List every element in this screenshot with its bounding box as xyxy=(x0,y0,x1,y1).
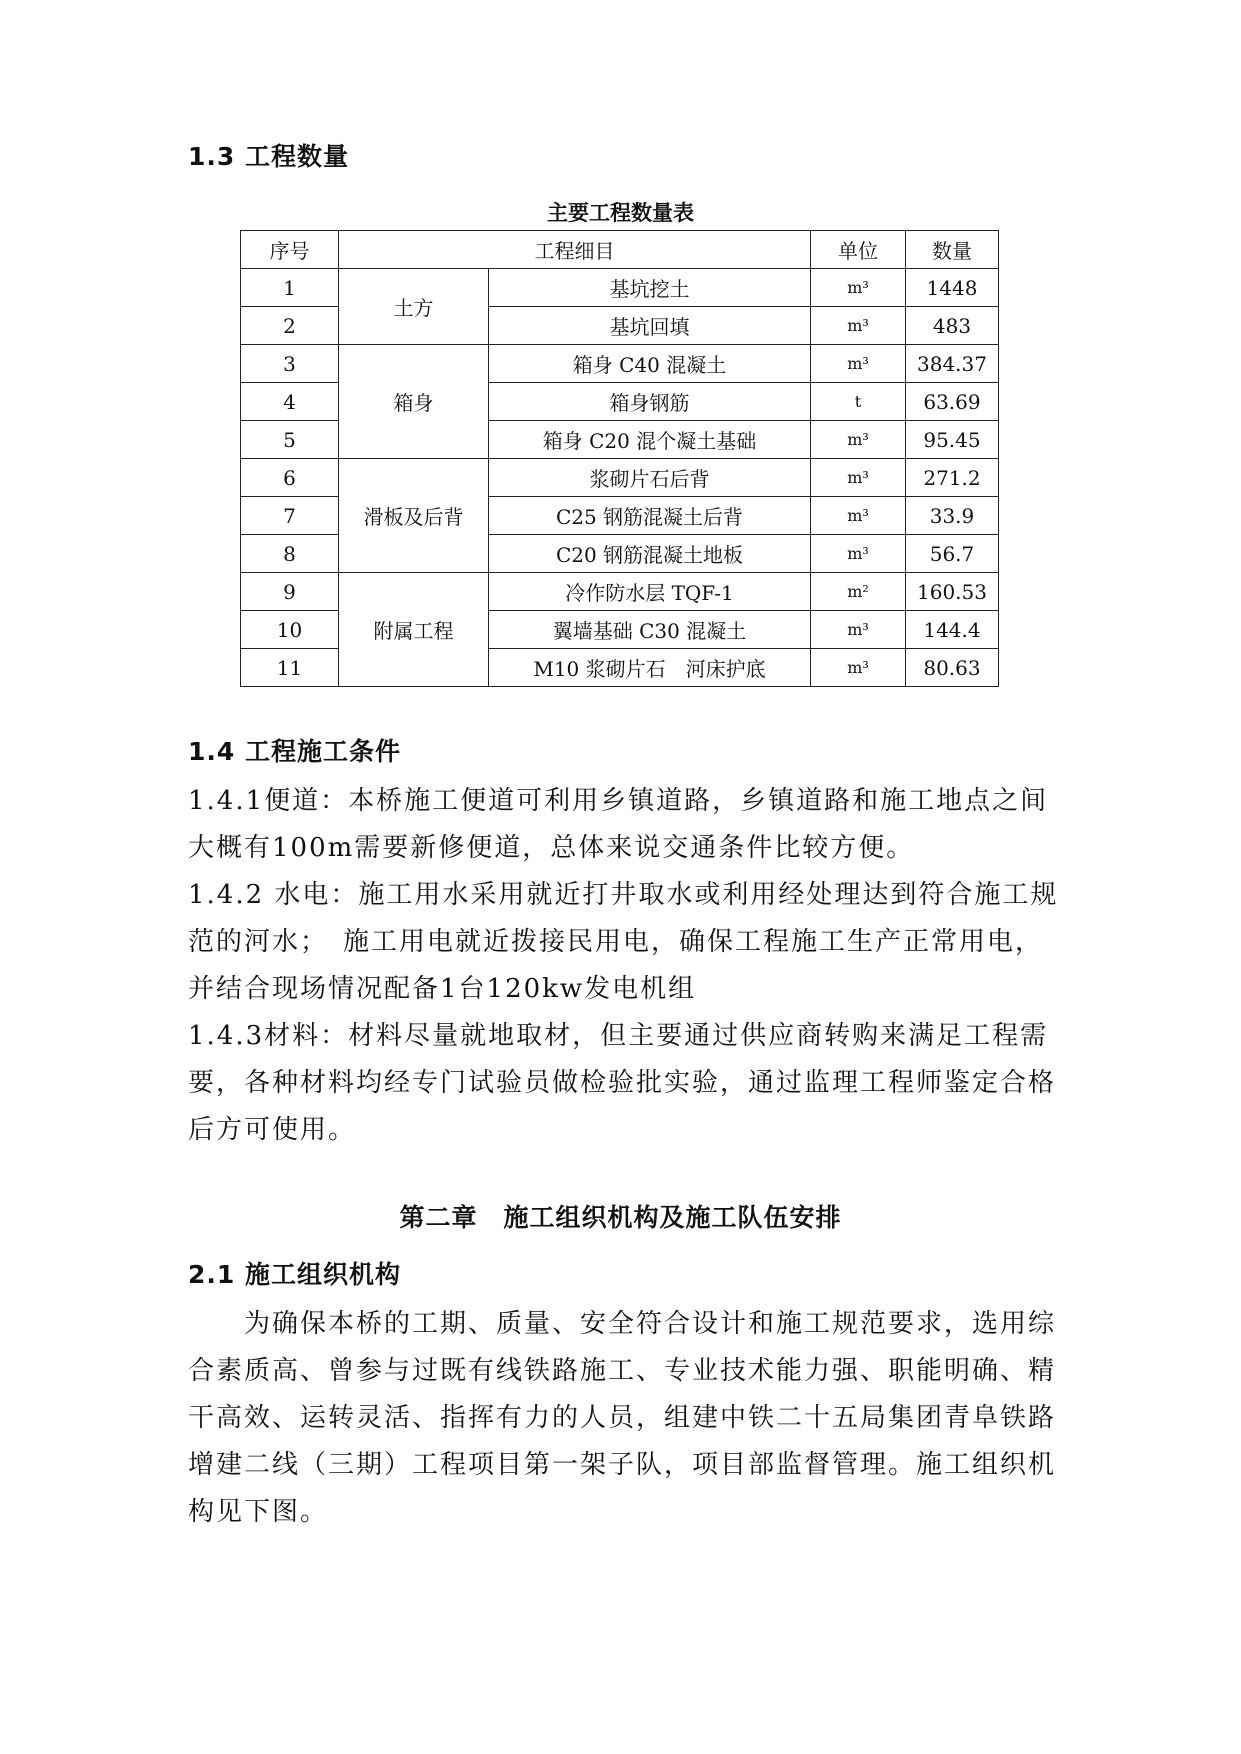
section-1-4-heading: 1.4 工程施工条件 xyxy=(188,737,401,766)
table-row xyxy=(241,459,999,497)
row-qty: 271.2 xyxy=(906,459,999,497)
header-no: 序号 xyxy=(241,231,339,269)
header-qty: 数量 xyxy=(906,231,999,269)
section-2-1-body xyxy=(188,1301,1060,1536)
row-item: 箱身 C20 混个凝土基础 xyxy=(489,421,811,459)
row-item: C20 钢筋混凝土地板 xyxy=(489,535,811,573)
table-row xyxy=(241,573,999,611)
row-no: 1 xyxy=(241,269,339,307)
paragraph-access-road: 1.4.1便道：本桥施工便道可利用乡镇道路，乡镇道路和施工地点之间大概有100m需要新修便道，总体来说交通条件比较方便。 xyxy=(188,786,1049,863)
chapter-2-heading: 第二章 施工组织机构及施工队伍安排 xyxy=(399,1203,842,1232)
row-unit: m³ xyxy=(811,307,906,345)
row-qty: 483 xyxy=(906,307,999,345)
row-unit: m³ xyxy=(811,497,906,535)
row-no: 9 xyxy=(241,573,339,611)
row-unit: m³ xyxy=(811,459,906,497)
row-qty: 144.4 xyxy=(906,611,999,649)
row-item: M10 浆砌片石 河床护底 xyxy=(489,649,811,687)
row-item: 基坑挖土 xyxy=(489,269,811,307)
group-earthwork: 土方 xyxy=(339,269,489,345)
header-unit: 单位 xyxy=(811,231,906,269)
row-no: 8 xyxy=(241,535,339,573)
row-unit: m³ xyxy=(811,611,906,649)
section-1-3-heading: 1.3 工程数量 xyxy=(188,142,349,171)
row-qty: 33.9 xyxy=(906,497,999,535)
group-box-body: 箱身 xyxy=(339,345,489,459)
table-row xyxy=(241,269,999,307)
quantity-table xyxy=(240,230,999,687)
row-unit: m³ xyxy=(811,535,906,573)
row-no: 10 xyxy=(241,611,339,649)
row-unit: m³ xyxy=(811,421,906,459)
row-item: 箱身 C40 混凝土 xyxy=(489,345,811,383)
row-no: 7 xyxy=(241,497,339,535)
row-no: 4 xyxy=(241,383,339,421)
section-2-1-heading: 2.1 施工组织机构 xyxy=(188,1260,401,1289)
row-unit: m² xyxy=(811,573,906,611)
row-unit: m³ xyxy=(811,269,906,307)
row-qty: 80.63 xyxy=(906,649,999,687)
row-qty: 63.69 xyxy=(906,383,999,421)
row-item: 浆砌片石后背 xyxy=(489,459,811,497)
row-qty: 95.45 xyxy=(906,421,999,459)
row-item: C25 钢筋混凝土后背 xyxy=(489,497,811,535)
paragraph-organization: 为确保本桥的工期、质量、安全符合设计和施工规范要求，选用综合素质高、曾参与过既有线铁路施工、专业技术能力强、职能明确、精干高效、运转灵活、指挥有力的人员，组建中铁二十五局集团青阜铁路增建二线（三期）工程项目第一架子队，项目部监督管理。施工组织机构见下图。 xyxy=(188,1309,1057,1527)
row-no: 6 xyxy=(241,459,339,497)
paragraph-water-power: 1.4.2 水电：施工用水采用就近打井取水或利用经处理达到符合施工规范的河水； 施工用电就近拨接民用电，确保工程施工生产正常用电，并结合现场情况配备1台120kw发电机组 xyxy=(188,880,1059,1004)
row-item: 箱身钢筋 xyxy=(489,383,811,421)
row-no: 2 xyxy=(241,307,339,345)
header-item: 工程细目 xyxy=(339,231,811,269)
row-no: 5 xyxy=(241,421,339,459)
group-ancillary: 附属工程 xyxy=(339,573,489,687)
row-qty: 160.53 xyxy=(906,573,999,611)
row-no: 3 xyxy=(241,345,339,383)
row-unit: m³ xyxy=(811,345,906,383)
row-qty: 56.7 xyxy=(906,535,999,573)
section-1-4-body xyxy=(188,778,1060,1154)
paragraph-materials: 1.4.3材料：材料尽量就地取材，但主要通过供应商转购来满足工程需要，各种材料均经专门试验员做检验批实验，通过监理工程师鉴定合格后方可使用。 xyxy=(188,1021,1057,1145)
row-qty: 1448 xyxy=(906,269,999,307)
row-unit: m³ xyxy=(811,649,906,687)
row-item: 冷作防水层 TQF-1 xyxy=(489,573,811,611)
row-item: 基坑回填 xyxy=(489,307,811,345)
table-row xyxy=(241,345,999,383)
group-slab-backwall: 滑板及后背 xyxy=(339,459,489,573)
table-title: 主要工程数量表 xyxy=(547,201,694,225)
row-unit: t xyxy=(811,383,906,421)
row-qty: 384.37 xyxy=(906,345,999,383)
row-item: 翼墙基础 C30 混凝土 xyxy=(489,611,811,649)
table-header-row xyxy=(241,231,999,269)
row-no: 11 xyxy=(241,649,339,687)
